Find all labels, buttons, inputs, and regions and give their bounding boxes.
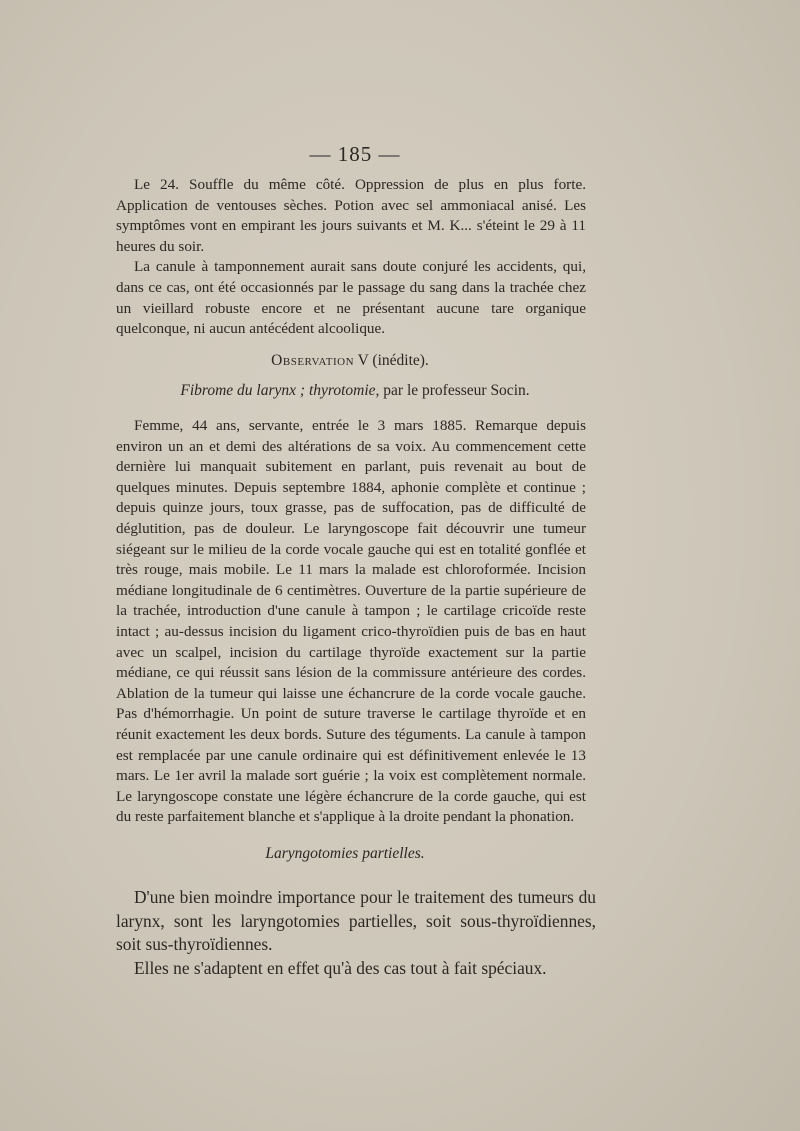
page-number: — 185 —	[309, 142, 401, 166]
paragraph-observation-case: Femme, 44 ans, servante, entrée le 3 mars 1885. Remarque depuis environ un an et demi des altérations de sa voix. Au commencement cette dernière lui manquait subitement en parlant, puis revenait au bout de quelques minutes. Depuis septembre 1884, aphonie complète et continue ; depuis quinze jours, toux grasse, pas de suffocation, pas de difficulté de déglutition, pas de douleur. Le laryngoscope fait découvrir une tumeur siégeant sur le milieu de la corde vocale gauche qui est en totalité gonflée et très rouge, mais mobile. Le 11 mars la malade est chloroformée. Incision médiane longitudinale de 6 centimètres. Ouverture de la partie supérieure de la trachée, introduction d'une canule à tampon ; le cartilage cricoïde reste intact ; au-dessus incision du ligament crico-thyroïdien puis de bas en haut avec un scalpel, incision du cartilage thyroïde exactement sur la partie médiane, ce qui réussit sans lésion de la commissure antérieure des cordes. Ablation de la tumeur qui laisse une échancrure de la corde vocale gauche. Pas d'hémorrhagie. Un point de suture traverse le cartilage thyroïde et en réunit exactement les deux bords. Suture des téguments. La canule à tampon est remplacée par une canule ordinaire qui est définitivement enlevée le 13 mars. Le 1er avril la malade sort guérie ; la voix est complètement normale. Le laryngoscope constate une légère échancrure de la corde gauche, qui est du reste parfaitement blanche et s'applique à la droite pendant la phonation.	[116, 417, 586, 826]
observation-subtitle	[0, 382, 710, 400]
paragraph-special-cases: Elles ne s'adaptent en effet qu'à des cas tout à fait spéciaux.	[134, 957, 547, 978]
observation-label: Observation	[271, 352, 355, 369]
observation-subtitle-italic: Fibrome du larynx ; thyrotomie,	[180, 382, 380, 399]
observation-title	[0, 352, 700, 370]
section-heading: Laryngotomies partielles.	[265, 845, 425, 862]
observation-number: V (inédite).	[357, 352, 429, 369]
paragraph-canula-comment: La canule à tamponnement aurait sans doute conjuré les accidents, qui, dans ce cas, ont été occasionnés par le passage du sang dans la trachée chez un vieillard robuste encore et ne présentant aucune tare organique quelconque, ni aucun antécédent alcoolique.	[116, 258, 586, 338]
paragraph-death-report: Le 24. Souffle du même côté. Oppression de plus en plus forte. Application de ventouses sèches. Potion avec sel ammoniacal anisé. Les symptômes vont en empirant les jours suivants et M. K... s'éteint le 29 à 11 heures du soir.	[116, 176, 586, 255]
bottom-text-block	[116, 886, 596, 980]
paragraph-partial-laryngotomies: D'une bien moindre importance pour le traitement des tumeurs du larynx, sont les laryngotomies partielles, soit sous-thyroïdiennes, soit sus-thyroïdiennes.	[116, 887, 596, 954]
top-text-block	[116, 175, 586, 340]
observation-text-block	[116, 416, 586, 828]
observation-subtitle-author: par le professeur Socin.	[383, 382, 530, 399]
